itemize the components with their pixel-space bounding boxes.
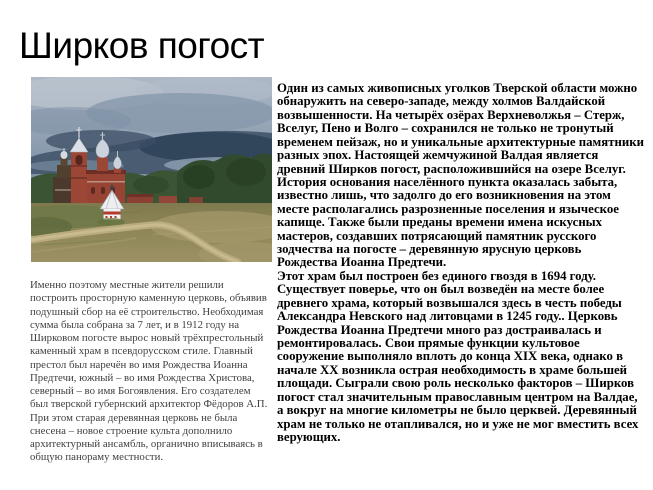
slide-title: Ширков погост (19, 25, 265, 66)
body-text-column (277, 82, 644, 444)
landscape-illustration (31, 77, 272, 262)
photo-caption (30, 279, 269, 465)
photo-caption-text: Именно поэтому местные жители решили построить просторную каменную церковь, объявив подушный сбор на её строительство. Необходимая сумма была собрана за 7 лет, и в 1912 году на Ширковом погосте вырос новый трёхпрестольный каменный храм в псевдорусском стиле. Главный престол был наречён во имя Рождества Иоанна Предтечи, южный – во имя Рождества Христова, северный – во имя Богоявления. Его создателем был тверской губернский архитектор Фёдоров А.П. При этом старая деревянная церковь не была снесена – новое строение культа дополнило архитектурный ансамбль, органично вписываясь в общую панораму местности. (30, 279, 268, 464)
landscape-photo (31, 77, 272, 262)
body-paragraph-2: Этот храм был построен без единого гвоздя в 1694 году. Существует поверье, что он был возведён на месте более древнего храма, который возвышался здесь в честь победы Александра Невского над литовцами в 1245 году.. Церковь Рождества Иоанна Предтечи много раз достраивалась и ремонтировалась. Свои прямые функции культовое сооружение выполняло вплоть до конца XIX века, однако в начале XX возникла острая необходимость в храме большей площади. Сыграли свою роль несколько факторов – Ширков погост стал значительным православным центром на Валдае, а вокруг на многие километры не было церквей. Деревянный храм не только не отапливался, но и уже не мог вместить всех верующих. (277, 268, 639, 444)
body-paragraph-1: Один из самых живописных уголков Тверской области можно обнаружить на северо-западе, между холмов Валдайской возвышенности. На четырёх озёрах Верхневолжья – Стерж, Вселуг, Пено и Волго – сохранился не только не тронутый временем пейзаж, но и уникальные архитектурные памятники разных эпох. Настоящей жемчужиной Валдая является древний Ширков погост, расположившийся на озере Вселуг. История основания населённого пункта оказалась забыта, известно лишь, что задолго до его возникновения на этом месте располагались разрозненные поселения и языческое капище. Также были преданы времени имена искусных мастеров, создавших потрясающий памятник русского зодчества на погосте – деревянную ярусную церковь Рождества Иоанна Предтечи. (277, 81, 644, 270)
